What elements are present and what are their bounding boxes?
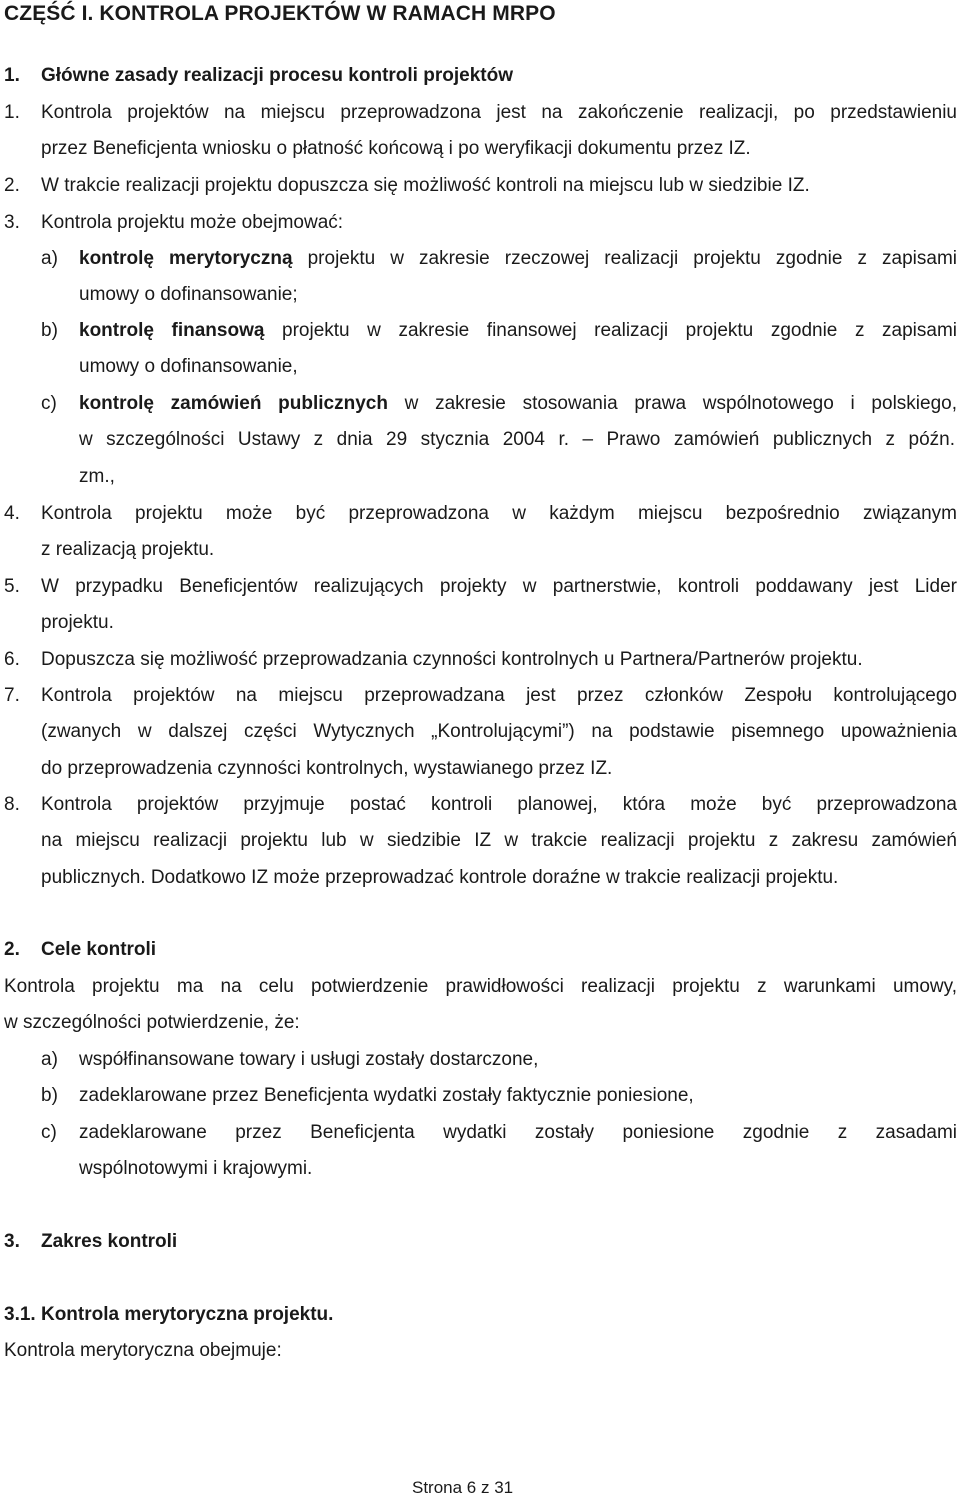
- item-1-number: 1.: [4, 102, 20, 123]
- item-3b-rest: projektu w zakresie finansowej realizacji projektu zgodnie z zapisami: [264, 320, 957, 341]
- section-2-number: 2.: [4, 939, 20, 960]
- item-3a-bold: kontrolę merytoryczną: [79, 248, 293, 269]
- item-3c-line-2: w szczególności Ustawy z dnia 29 stycznia 2004 r. ‒ Prawo zamówień publicznych z późn.: [79, 429, 955, 450]
- item-3a-line-2: umowy o dofinansowanie;: [79, 284, 298, 305]
- item-3c-line-3: zm.,: [79, 466, 115, 487]
- item-3-line-1: Kontrola projektu może obejmować:: [41, 212, 344, 233]
- page-title: CZĘŚĆ I. KONTROLA PROJEKTÓW W RAMACH MRPO: [4, 2, 556, 25]
- section-2-heading: Cele kontroli: [41, 939, 157, 960]
- item-3b-line-2: umowy o dofinansowanie,: [79, 356, 298, 377]
- item-7-line-2: (zwanych w dalszej części Wytycznych „Kontrolującymi”) na podstawie pisemnego upoważnienia: [41, 721, 957, 742]
- item-6-number: 6.: [4, 649, 20, 670]
- item-7-line-1: Kontrola projektów na miejscu przeprowadzana jest przez członków Zespołu kontrolującego: [41, 685, 957, 706]
- item-3b-bold: kontrolę finansową: [79, 320, 265, 341]
- item-7-number: 7.: [4, 685, 20, 706]
- item-3a-rest: projektu w zakresie rzeczowej realizacji projektu zgodnie z zapisami: [292, 248, 958, 269]
- item-3b-line-1: [79, 319, 957, 343]
- section-2-intro-line-1: Kontrola projektu ma na celu potwierdzenie prawidłowości realizacji projektu z warunkami umowy,: [4, 976, 957, 997]
- item-5-line-1: W przypadku Beneficjentów realizujących projekty w partnerstwie, kontroli poddawany jest Lider: [41, 576, 957, 597]
- item-3a-marker: a): [41, 248, 58, 269]
- item-5-line-2: projektu.: [41, 612, 114, 633]
- item-3c-bold: kontrolę zamówień publicznych: [79, 393, 388, 414]
- item-8-line-3: publicznych. Dodatkowo IZ może przeprowadzać kontrole doraźne w trakcie realizacji projektu.: [41, 867, 839, 888]
- item-3c-marker: c): [41, 393, 57, 414]
- item-1-line-2: przez Beneficjenta wniosku o płatność końcową i po weryfikacji dokumentu przez IZ.: [41, 138, 751, 159]
- goal-b-marker: b): [41, 1085, 58, 1106]
- item-3b-marker: b): [41, 320, 58, 341]
- goal-c-line-1: zadeklarowane przez Beneficjenta wydatki zostały poniesione zgodnie z zasadami: [79, 1122, 957, 1143]
- item-5-number: 5.: [4, 576, 20, 597]
- page-number-footer: Strona 6 z 31: [412, 1478, 514, 1497]
- goal-a-marker: a): [41, 1049, 58, 1070]
- item-2-number: 2.: [4, 175, 20, 196]
- subsection-3-1-text: Kontrola merytoryczna obejmuje:: [4, 1340, 282, 1361]
- item-1-line-1: Kontrola projektów na miejscu przeprowadzona jest na zakończenie realizacji, po przedstawieniu: [41, 102, 957, 123]
- item-6-line-1: Dopuszcza się możliwość przeprowadzania czynności kontrolnych u Partnera/Partnerów projektu.: [41, 649, 863, 670]
- item-3c-line-1: [79, 392, 957, 416]
- goal-c-marker: c): [41, 1122, 57, 1143]
- goal-b-text: zadeklarowane przez Beneficjenta wydatki zostały faktycznie poniesione,: [79, 1085, 694, 1106]
- section-3-heading: Zakres kontroli: [41, 1231, 178, 1252]
- section-3-number: 3.: [4, 1231, 20, 1252]
- item-3a-line-1: [79, 247, 957, 271]
- item-4-number: 4.: [4, 503, 20, 524]
- section-1-heading: Główne zasady realizacji procesu kontroli projektów: [41, 65, 513, 86]
- item-8-number: 8.: [4, 794, 20, 815]
- item-8-line-2: na miejscu realizacji projektu lub w siedzibie IZ w trakcie realizacji projektu z zakresu zamówień: [41, 830, 957, 851]
- goal-a-text: współfinansowane towary i usługi zostały dostarczone,: [79, 1049, 539, 1070]
- item-4-line-2: z realizacją projektu.: [41, 539, 215, 560]
- item-2-line-1: W trakcie realizacji projektu dopuszcza się możliwość kontroli na miejscu lub w siedzibie IZ.: [41, 175, 810, 196]
- item-3-number: 3.: [4, 212, 20, 233]
- item-7-line-3: do przeprowadzenia czynności kontrolnych, wystawianego przez IZ.: [41, 758, 613, 779]
- item-3c-rest: w zakresie stosowania prawa wspólnotowego i polskiego,: [387, 393, 957, 414]
- section-1-number: 1.: [4, 65, 20, 86]
- subsection-3-1-heading: 3.1. Kontrola merytoryczna projektu.: [4, 1304, 334, 1325]
- item-4-line-1: Kontrola projektu może być przeprowadzona w każdym miejscu bezpośrednio związanym: [41, 503, 957, 524]
- goal-c-line-2: wspólnotowymi i krajowymi.: [79, 1158, 313, 1179]
- section-2-intro-line-2: w szczególności potwierdzenie, że:: [4, 1012, 300, 1033]
- item-8-line-1: Kontrola projektów przyjmuje postać kontroli planowej, która może być przeprowadzona: [41, 794, 957, 815]
